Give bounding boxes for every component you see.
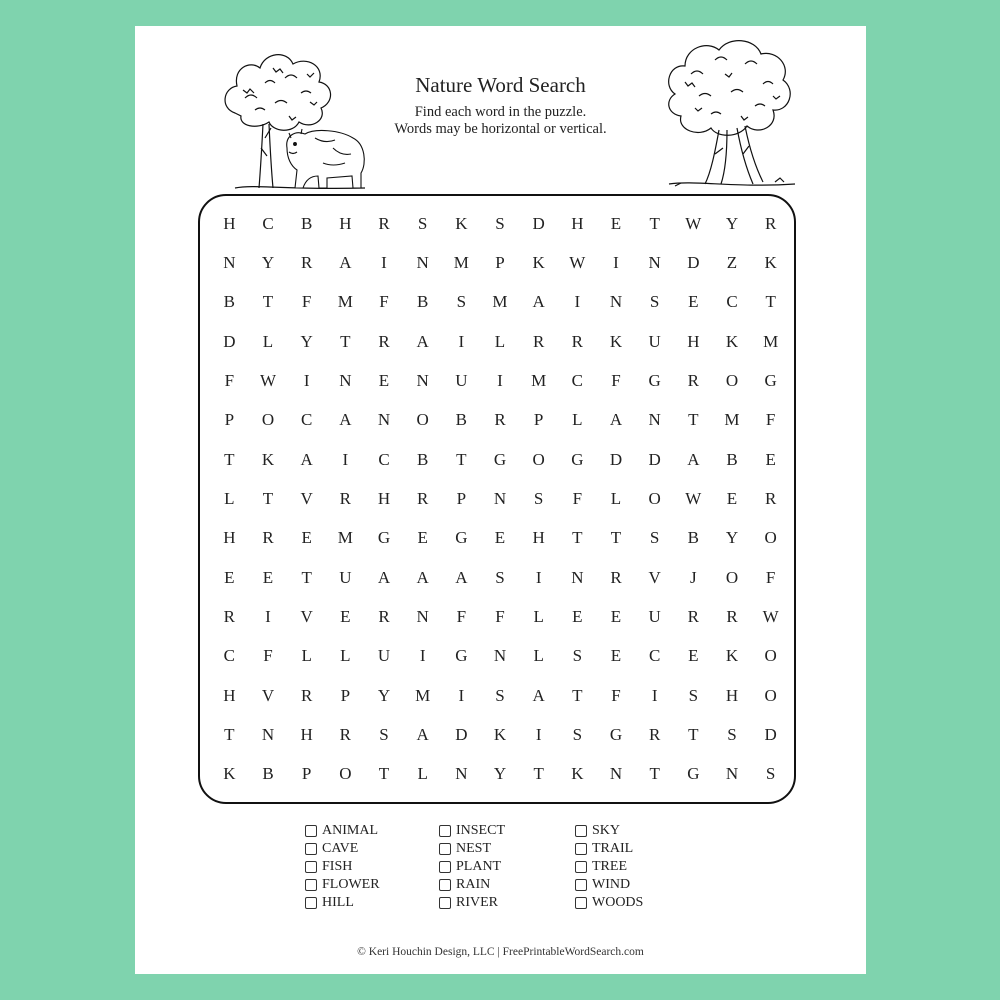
grid-letter[interactable]: L bbox=[417, 764, 428, 784]
grid-letter[interactable]: S bbox=[572, 724, 583, 744]
grid-letter[interactable]: O bbox=[339, 764, 352, 784]
grid-letter[interactable]: M bbox=[492, 292, 508, 312]
grid-letter[interactable]: H bbox=[532, 528, 545, 548]
grid-letter[interactable]: H bbox=[223, 528, 236, 548]
word-label: FLOWER bbox=[322, 877, 380, 892]
instructions-line-2: Words may be horizontal or vertical. bbox=[394, 121, 607, 137]
word-checkbox[interactable] bbox=[305, 861, 317, 873]
grid-letter[interactable]: C bbox=[648, 646, 661, 666]
grid-letter[interactable]: E bbox=[301, 528, 312, 548]
grid-letter[interactable]: I bbox=[497, 370, 503, 390]
grid-letter[interactable]: H bbox=[377, 488, 391, 508]
grid-letter[interactable]: O bbox=[725, 567, 739, 587]
grid-letter[interactable]: A bbox=[532, 685, 545, 705]
word-item[interactable] bbox=[305, 840, 439, 858]
grid-letter[interactable]: A bbox=[300, 449, 313, 469]
grid-letter[interactable]: T bbox=[340, 331, 351, 351]
grid-letter[interactable]: E bbox=[417, 528, 428, 548]
grid-letter[interactable]: V bbox=[300, 488, 313, 508]
grid-letter[interactable]: M bbox=[415, 685, 431, 705]
grid-letter[interactable]: M bbox=[724, 410, 740, 430]
grid-letter[interactable]: B bbox=[300, 213, 313, 233]
grid-letter[interactable]: H bbox=[223, 213, 236, 233]
grid-letter[interactable]: H bbox=[300, 724, 313, 744]
grid-letter[interactable]: N bbox=[261, 724, 275, 744]
grid-letter[interactable]: E bbox=[224, 567, 235, 587]
word-label: TREE bbox=[592, 859, 627, 874]
grid-letter[interactable]: A bbox=[687, 449, 700, 469]
grid-letter[interactable]: A bbox=[416, 567, 429, 587]
grid-letter[interactable]: G bbox=[764, 370, 777, 390]
grid-letter[interactable]: S bbox=[649, 528, 660, 548]
grid-letter[interactable]: U bbox=[339, 567, 352, 587]
grid-letter[interactable]: H bbox=[571, 213, 584, 233]
grid-letter[interactable]: R bbox=[378, 213, 390, 233]
grid-letter[interactable]: R bbox=[648, 724, 661, 744]
grid-letter[interactable]: F bbox=[379, 292, 389, 312]
word-item[interactable] bbox=[439, 840, 575, 858]
grid-letter[interactable]: U bbox=[648, 331, 661, 351]
grid-letter[interactable]: N bbox=[571, 567, 584, 587]
grid-letter[interactable]: V bbox=[300, 606, 313, 626]
grid-letter[interactable]: O bbox=[725, 370, 739, 390]
grid-letter[interactable]: K bbox=[764, 252, 777, 272]
grid-letter[interactable]: E bbox=[726, 488, 738, 508]
grid-letter[interactable]: L bbox=[262, 331, 274, 351]
word-checkbox[interactable] bbox=[575, 825, 587, 837]
grid-letter[interactable]: S bbox=[495, 213, 505, 233]
grid-letter[interactable]: H bbox=[223, 685, 236, 705]
grid-letter[interactable]: L bbox=[572, 410, 583, 430]
grid-letter[interactable]: I bbox=[651, 685, 658, 705]
word-item[interactable] bbox=[575, 876, 709, 894]
grid-letter[interactable]: T bbox=[649, 213, 660, 233]
grid-letter[interactable]: M bbox=[337, 528, 353, 548]
grid-letter[interactable]: R bbox=[223, 606, 235, 626]
word-label: FISH bbox=[322, 859, 353, 874]
grid-letter[interactable]: M bbox=[531, 370, 547, 390]
grid-letter[interactable]: E bbox=[494, 528, 506, 548]
word-label: RIVER bbox=[456, 895, 498, 910]
word-label: CAVE bbox=[322, 841, 359, 856]
grid-letter[interactable]: C bbox=[726, 292, 738, 312]
grid-letter[interactable]: D bbox=[532, 213, 545, 233]
grid-letter[interactable]: T bbox=[224, 724, 235, 744]
grid-letter[interactable]: N bbox=[377, 410, 391, 430]
grid-letter[interactable]: T bbox=[610, 528, 622, 548]
word-item[interactable] bbox=[439, 894, 575, 912]
word-checkbox[interactable] bbox=[439, 879, 451, 891]
grid-letter[interactable]: O bbox=[416, 410, 429, 430]
grid-letter[interactable]: B bbox=[416, 449, 429, 469]
grid-letter[interactable]: F bbox=[611, 370, 621, 390]
grid-letter[interactable]: G bbox=[648, 370, 661, 390]
grid-letter[interactable]: T bbox=[456, 449, 467, 469]
letter-grid bbox=[210, 204, 790, 794]
word-item[interactable] bbox=[439, 858, 575, 876]
grid-letter[interactable]: C bbox=[300, 410, 313, 430]
grid-letter[interactable]: F bbox=[224, 370, 235, 390]
grid-letter[interactable]: U bbox=[377, 646, 391, 666]
grid-letter[interactable]: A bbox=[455, 567, 468, 587]
grid-letter[interactable]: L bbox=[533, 606, 544, 626]
grid-letter[interactable]: G bbox=[609, 724, 623, 744]
grid-letter[interactable]: T bbox=[688, 724, 699, 744]
grid-letter[interactable]: R bbox=[339, 724, 351, 744]
word-label: PLANT bbox=[456, 859, 502, 874]
grid-letter[interactable]: R bbox=[610, 567, 622, 587]
grid-letter[interactable]: R bbox=[300, 252, 313, 272]
grid-letter[interactable]: A bbox=[416, 724, 429, 744]
word-checkbox[interactable] bbox=[575, 879, 587, 891]
grid-letter[interactable]: F bbox=[263, 646, 273, 666]
grid-letter[interactable]: K bbox=[725, 331, 739, 351]
grid-letter[interactable]: S bbox=[765, 764, 776, 784]
grid-letter[interactable]: Y bbox=[377, 685, 391, 705]
word-checkbox[interactable] bbox=[305, 825, 317, 837]
grid-letter[interactable]: K bbox=[493, 724, 507, 744]
grid-letter[interactable]: E bbox=[262, 567, 274, 587]
word-checkbox[interactable] bbox=[305, 843, 317, 855]
grid-letter[interactable]: T bbox=[262, 488, 274, 508]
grid-letter[interactable]: R bbox=[416, 488, 429, 508]
word-label: INSECT bbox=[456, 823, 505, 838]
grid-letter[interactable]: L bbox=[340, 646, 351, 666]
grid-letter[interactable]: O bbox=[648, 488, 661, 508]
grid-letter[interactable]: S bbox=[533, 488, 544, 508]
grid-letter[interactable]: G bbox=[687, 764, 700, 784]
grid-letter[interactable]: M bbox=[337, 292, 353, 312]
grid-letter[interactable]: T bbox=[262, 292, 274, 312]
word-checkbox[interactable] bbox=[305, 897, 317, 909]
word-checkbox[interactable] bbox=[575, 861, 587, 873]
grid-letter[interactable]: K bbox=[223, 764, 236, 784]
word-item[interactable] bbox=[575, 822, 709, 840]
word-label: TRAIL bbox=[592, 841, 634, 856]
copyright-footer: © Keri Houchin Design, LLC | FreePrintableWordSearch.com bbox=[357, 946, 644, 958]
grid-letter[interactable]: D bbox=[609, 449, 623, 469]
grid-letter[interactable]: C bbox=[571, 370, 583, 390]
grid-letter[interactable]: L bbox=[224, 488, 235, 508]
grid-letter[interactable]: R bbox=[764, 488, 777, 508]
grid-letter[interactable]: R bbox=[339, 488, 351, 508]
grid-letter[interactable]: C bbox=[378, 449, 390, 469]
grid-letter[interactable]: R bbox=[532, 331, 545, 351]
grid-letter[interactable]: I bbox=[613, 252, 619, 272]
grid-letter[interactable]: O bbox=[764, 646, 777, 666]
grid-letter[interactable]: E bbox=[572, 606, 583, 626]
grid-letter[interactable]: A bbox=[609, 410, 623, 430]
grid-letter[interactable]: U bbox=[455, 370, 468, 390]
grid-letter[interactable]: I bbox=[535, 567, 542, 587]
grid-letter[interactable]: O bbox=[764, 685, 777, 705]
grid-letter[interactable]: F bbox=[456, 606, 467, 626]
grid-letter[interactable]: Y bbox=[300, 331, 313, 351]
word-checkbox[interactable] bbox=[575, 897, 587, 909]
grid-letter[interactable]: K bbox=[725, 646, 739, 666]
grid-letter[interactable]: N bbox=[339, 370, 352, 390]
grid-letter[interactable]: D bbox=[764, 724, 777, 744]
grid-letter[interactable]: R bbox=[378, 331, 390, 351]
word-checkbox[interactable] bbox=[575, 843, 587, 855]
grid-letter[interactable]: G bbox=[571, 449, 584, 469]
grid-letter[interactable]: C bbox=[262, 213, 274, 233]
grid-letter[interactable]: D bbox=[223, 331, 236, 351]
grid-letter[interactable]: S bbox=[649, 292, 660, 312]
word-checkbox[interactable] bbox=[439, 897, 451, 909]
grid-letter[interactable]: F bbox=[572, 488, 583, 508]
grid-letter[interactable]: I bbox=[303, 370, 310, 390]
grid-letter[interactable]: Y bbox=[725, 213, 739, 233]
word-label: RAIN bbox=[456, 877, 491, 892]
word-label: WOODS bbox=[592, 895, 644, 910]
grid-letter[interactable]: N bbox=[648, 252, 661, 272]
grid-letter[interactable]: I bbox=[535, 724, 542, 744]
grid-letter[interactable]: P bbox=[495, 252, 505, 272]
grid-letter[interactable]: T bbox=[572, 685, 583, 705]
word-label: WIND bbox=[592, 877, 631, 892]
grid-letter[interactable]: R bbox=[378, 606, 390, 626]
grid-letter[interactable]: V bbox=[648, 567, 661, 587]
grid-letter[interactable]: F bbox=[301, 292, 312, 312]
grid-letter[interactable]: W bbox=[762, 606, 779, 626]
grid-letter[interactable]: K bbox=[609, 331, 623, 351]
word-label: SKY bbox=[592, 823, 621, 838]
grid-letter[interactable]: P bbox=[456, 488, 467, 508]
grid-letter[interactable]: R bbox=[764, 213, 777, 233]
word-label: ANIMAL bbox=[322, 823, 378, 838]
worksheet-page bbox=[135, 26, 866, 974]
grid-letter[interactable]: N bbox=[416, 252, 429, 272]
grid-letter[interactable]: T bbox=[572, 528, 583, 548]
grid-letter[interactable]: D bbox=[687, 252, 700, 272]
grid-letter[interactable]: N bbox=[609, 292, 623, 312]
grid-letter[interactable]: T bbox=[533, 764, 544, 784]
grid-letter[interactable]: L bbox=[301, 646, 312, 666]
grid-letter[interactable]: R bbox=[687, 606, 699, 626]
grid-letter[interactable]: S bbox=[495, 567, 505, 587]
grid-letter[interactable]: R bbox=[262, 528, 274, 548]
grid-letter[interactable]: P bbox=[533, 410, 544, 430]
grid-letter[interactable]: T bbox=[765, 292, 776, 312]
grid-letter[interactable]: T bbox=[224, 449, 235, 469]
grid-letter[interactable]: I bbox=[574, 292, 581, 312]
grid-letter[interactable]: R bbox=[687, 370, 699, 390]
grid-letter[interactable]: W bbox=[569, 252, 586, 272]
grid-letter[interactable]: N bbox=[223, 252, 236, 272]
grid-letter[interactable]: N bbox=[455, 764, 468, 784]
grid-letter[interactable]: F bbox=[765, 410, 776, 430]
grid-letter[interactable]: E bbox=[688, 292, 699, 312]
word-item[interactable] bbox=[305, 894, 439, 912]
grid-letter[interactable]: A bbox=[377, 567, 391, 587]
grid-letter[interactable]: E bbox=[610, 213, 622, 233]
grid-letter[interactable]: W bbox=[259, 370, 277, 390]
grid-letter[interactable]: H bbox=[687, 331, 700, 351]
word-item[interactable] bbox=[575, 858, 709, 876]
grid-letter[interactable]: K bbox=[532, 252, 545, 272]
grid-letter[interactable]: O bbox=[532, 449, 545, 469]
grid-letter[interactable]: P bbox=[340, 685, 351, 705]
grid-letter[interactable]: Y bbox=[493, 764, 507, 784]
word-checkbox[interactable] bbox=[439, 861, 451, 873]
grid-letter[interactable]: A bbox=[532, 292, 545, 312]
grid-letter[interactable]: E bbox=[610, 606, 622, 626]
grid-letter[interactable]: F bbox=[611, 685, 621, 705]
grid-letter[interactable]: B bbox=[455, 410, 467, 430]
grid-letter[interactable]: Y bbox=[261, 252, 275, 272]
grid-letter[interactable]: N bbox=[416, 606, 429, 626]
grid-letter[interactable]: C bbox=[223, 646, 235, 666]
grid-letter[interactable]: B bbox=[687, 528, 699, 548]
grid-letter[interactable]: H bbox=[725, 685, 739, 705]
grid-letter[interactable]: R bbox=[726, 606, 738, 626]
grid-letter[interactable]: W bbox=[685, 488, 702, 508]
grid-letter[interactable]: E bbox=[688, 646, 699, 666]
grid-letter[interactable]: H bbox=[339, 213, 352, 233]
grid-letter[interactable]: G bbox=[493, 449, 507, 469]
grid-letter[interactable]: A bbox=[416, 331, 429, 351]
grid-letter[interactable]: B bbox=[262, 764, 274, 784]
grid-letter[interactable]: G bbox=[455, 646, 468, 666]
grid-letter[interactable]: I bbox=[458, 685, 465, 705]
word-item[interactable] bbox=[305, 876, 439, 894]
grid-letter[interactable]: R bbox=[571, 331, 583, 351]
grid-letter[interactable]: K bbox=[571, 764, 584, 784]
word-item[interactable] bbox=[439, 822, 575, 840]
grid-letter[interactable]: S bbox=[495, 685, 505, 705]
grid-letter[interactable]: V bbox=[261, 685, 275, 705]
grid-letter[interactable]: M bbox=[453, 252, 469, 272]
grid-letter[interactable]: L bbox=[610, 488, 622, 508]
grid-letter[interactable]: S bbox=[456, 292, 467, 312]
grid-letter[interactable]: N bbox=[416, 370, 429, 390]
grid-letter[interactable]: U bbox=[648, 606, 661, 626]
grid-letter[interactable]: S bbox=[417, 213, 428, 233]
grid-letter[interactable]: M bbox=[763, 331, 779, 351]
grid-letter[interactable]: L bbox=[494, 331, 506, 351]
word-item[interactable] bbox=[575, 894, 709, 912]
grid-letter[interactable]: N bbox=[493, 646, 507, 666]
grid-letter[interactable]: I bbox=[342, 449, 349, 469]
grid-letter[interactable]: N bbox=[609, 764, 623, 784]
grid-letter[interactable]: I bbox=[419, 646, 426, 666]
grid-letter[interactable]: O bbox=[261, 410, 275, 430]
grid-letter[interactable]: P bbox=[224, 410, 235, 430]
grid-letter[interactable]: B bbox=[416, 292, 429, 312]
grid-letter[interactable]: I bbox=[458, 331, 465, 351]
grid-letter[interactable]: I bbox=[381, 252, 387, 272]
page-title: Nature Word Search bbox=[415, 73, 586, 97]
grid-letter[interactable]: B bbox=[223, 292, 235, 312]
grid-letter[interactable]: K bbox=[455, 213, 468, 233]
instructions-line-1: Find each word in the puzzle. bbox=[414, 104, 587, 120]
grid-letter[interactable]: D bbox=[648, 449, 661, 469]
grid-letter[interactable]: E bbox=[340, 606, 351, 626]
word-checkbox[interactable] bbox=[305, 879, 317, 891]
grid-letter[interactable]: N bbox=[648, 410, 661, 430]
grid-letter[interactable]: A bbox=[339, 410, 352, 430]
grid-letter[interactable]: W bbox=[685, 213, 702, 233]
word-list bbox=[305, 822, 725, 914]
grid-letter[interactable]: F bbox=[765, 567, 776, 587]
grid-letter[interactable]: N bbox=[725, 764, 739, 784]
word-item[interactable] bbox=[439, 876, 575, 894]
word-checkbox[interactable] bbox=[439, 843, 451, 855]
grid-letter[interactable]: S bbox=[727, 724, 737, 744]
grid-letter[interactable]: B bbox=[726, 449, 738, 469]
grid-letter[interactable]: F bbox=[495, 606, 505, 626]
grid-letter[interactable]: N bbox=[493, 488, 507, 508]
grid-letter[interactable]: E bbox=[610, 646, 622, 666]
grid-letter[interactable]: R bbox=[300, 685, 313, 705]
grid-letter[interactable]: D bbox=[455, 724, 468, 744]
word-label: HILL bbox=[322, 895, 354, 910]
grid-letter[interactable]: E bbox=[765, 449, 776, 469]
grid-letter[interactable]: G bbox=[455, 528, 468, 548]
word-item[interactable] bbox=[575, 840, 709, 858]
word-item[interactable] bbox=[305, 858, 439, 876]
grid-letter[interactable]: T bbox=[688, 410, 699, 430]
grid-letter[interactable]: T bbox=[378, 764, 390, 784]
word-checkbox[interactable] bbox=[439, 825, 451, 837]
word-item[interactable] bbox=[305, 822, 439, 840]
grid-letter[interactable]: Y bbox=[725, 528, 739, 548]
grid-letter[interactable]: I bbox=[265, 606, 271, 626]
grid-letter[interactable]: J bbox=[690, 567, 697, 587]
grid-letter[interactable]: A bbox=[339, 252, 352, 272]
grid-letter[interactable]: S bbox=[688, 685, 699, 705]
grid-letter[interactable]: T bbox=[649, 764, 660, 784]
grid-letter[interactable]: S bbox=[572, 646, 583, 666]
grid-letter[interactable]: E bbox=[378, 370, 390, 390]
oak-tree-illustration bbox=[655, 34, 800, 192]
grid-letter[interactable]: R bbox=[494, 410, 506, 430]
grid-letter[interactable]: L bbox=[533, 646, 544, 666]
grid-letter[interactable]: G bbox=[377, 528, 391, 548]
grid-letter[interactable]: S bbox=[379, 724, 389, 744]
word-label: NEST bbox=[456, 841, 491, 856]
grid-letter[interactable]: P bbox=[301, 764, 312, 784]
grid-letter[interactable]: Z bbox=[726, 252, 738, 272]
grid-letter[interactable]: K bbox=[261, 449, 275, 469]
grid-letter[interactable]: T bbox=[301, 567, 312, 587]
grid-letter[interactable]: O bbox=[764, 528, 777, 548]
